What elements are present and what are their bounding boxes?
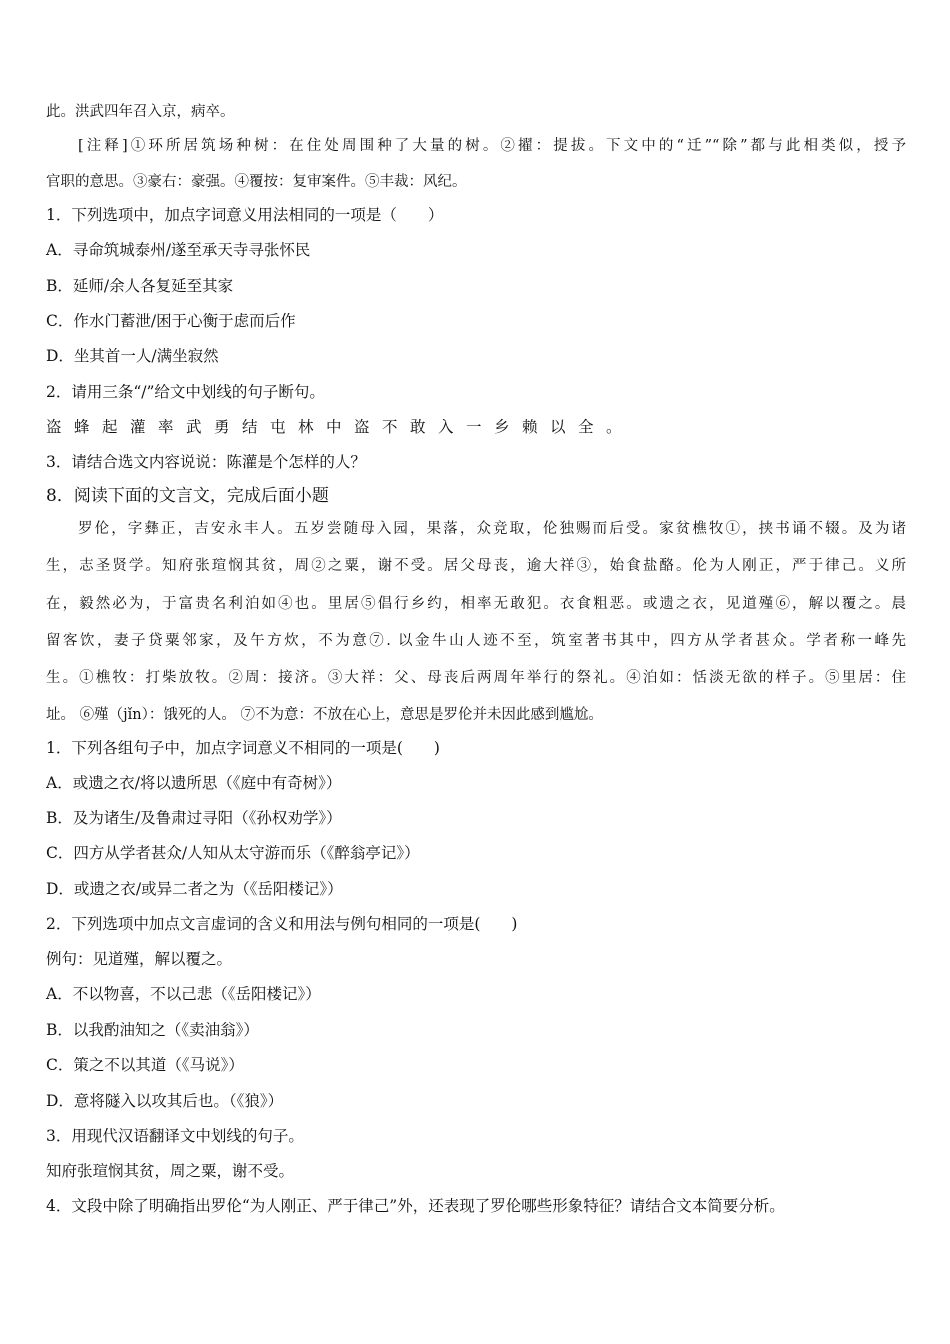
option-d: D．或遗之衣/或异二者之为（《岳阳楼记》） <box>46 880 343 898</box>
option-c: C．四方从学者甚众/人知从太守游而乐（《醉翁亭记》） <box>46 844 420 862</box>
passage-line: 留客饮，妻子贷粟邻家，及午方炊，不为意⑦. 以金牛山人迹不至，筑室著书其中，四方从学者甚众。学者称一峰先 <box>46 633 906 649</box>
translation-sentence: 知府张瑄悯其贫，周之粟，谢不受。 <box>46 1162 295 1180</box>
annotation-line: [注释]①环所居筑场种树：在住处周围种了大量的树。②擢：提拔。下文中的“迁”“除”都与此相类似，授予 <box>78 138 906 154</box>
question-4: 4．文段中除了明确指出罗伦“为人刚正、严于律己”外，还表现了罗伦哪些形象特征？请结合文本简要分析。 <box>46 1197 785 1215</box>
punctuation-sentence: 盗蜂起灌率武勇结屯林中盗不敢入一乡赖以全。 <box>46 418 635 436</box>
passage-line: 址。 ⑥殣（jǐn）：饿死的人。 ⑦不为意：不放在心上，意思是罗伦并未因此感到尴尬。 <box>46 707 603 723</box>
question-2: 2．请用三条“/”给文中划线的句子断句。 <box>46 383 325 401</box>
option-b: B．延师/余人各复延至其家 <box>46 277 234 295</box>
question-3: 3．请结合选文内容说说：陈灌是个怎样的人？ <box>46 453 366 471</box>
option-a: A．或遗之衣/将以遗所思（《庭中有奇树》） <box>46 774 342 792</box>
passage-line: 生。①樵牧：打柴放牧。②周：接济。③大祥：父、母丧后两周年举行的祭礼。④泊如：恬淡无欲的样子。⑤里居：住 <box>46 670 906 686</box>
option-a: A．不以物喜，不以己悲（《岳阳楼记》） <box>46 985 321 1003</box>
annotation-line: 官职的意思。③豪右：豪强。④覆按：复审案件。⑤丰裁：风纪。 <box>46 174 467 190</box>
passage-line: 罗伦，字彝正，吉安永丰人。五岁尝随母入园，果落，众竞取，伦独赐而后受。家贫樵牧①，挟书诵不辍。及为诸 <box>78 521 906 537</box>
option-d: D．坐其首一人/满坐寂然 <box>46 347 219 365</box>
option-d: D．意将隧入以攻其后也。（《狼》） <box>46 1092 284 1110</box>
question-3: 3．用现代汉语翻译文中划线的句子。 <box>46 1127 304 1145</box>
passage-tail: 此。洪武四年召入京，病卒。 <box>46 104 235 120</box>
question-1: 1．下列各组句子中，加点字词意义不相同的一项是( ) <box>46 739 440 757</box>
example-sentence: 例句：见道殣，解以覆之。 <box>46 950 233 968</box>
question-2: 2．下列选项中加点文言虚词的含义和用法与例句相同的一项是( ) <box>46 915 518 933</box>
option-b: B．及为诸生/及鲁肃过寻阳（《孙权劝学》） <box>46 809 342 827</box>
passage-line: 在，毅然必为，于富贵名利泊如④也。里居⑤倡行乡约，相率无敢犯。衣食粗恶。或遗之衣，见道殣⑥，解以覆之。晨 <box>46 596 906 612</box>
option-c: C．作水门蓄泄/困于心衡于虑而后作 <box>46 312 296 330</box>
option-b: B．以我酌油知之（《卖油翁》） <box>46 1021 259 1039</box>
passage-line: 生，志圣贤学。知府张瑄悯其贫，周②之粟，谢不受。居父母丧，逾大祥③，始食盐酪。伦为人刚正，严于律己。义所 <box>46 558 906 574</box>
option-a: A．寻命筑城泰州/遂至承天寺寻张怀民 <box>46 241 311 259</box>
question-1: 1．下列选项中，加点字词意义用法相同的一项是（ ） <box>46 206 444 224</box>
option-c: C．策之不以其道（《马说》） <box>46 1056 244 1074</box>
section-heading: 8．阅读下面的文言文，完成后面小题 <box>46 486 329 506</box>
